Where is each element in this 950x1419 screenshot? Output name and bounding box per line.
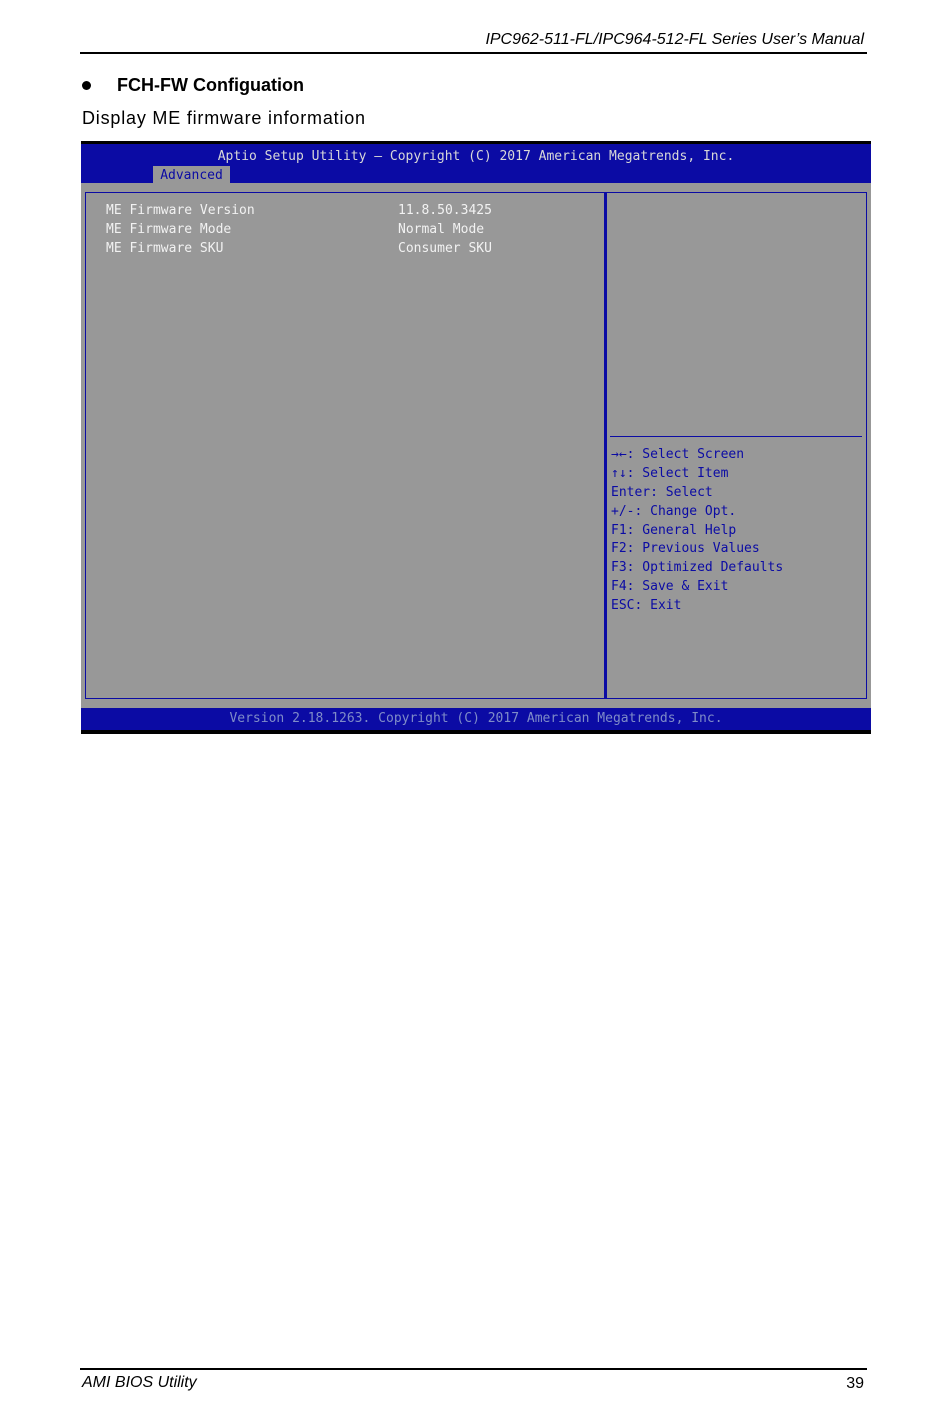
- help-divider: [610, 436, 862, 437]
- page-number: 39: [846, 1375, 864, 1392]
- bios-version-bar: Version 2.18.1263. Copyright (C) 2017 American Megatrends, Inc.: [81, 708, 871, 730]
- field-label-me-firmware-sku: ME Firmware SKU: [106, 241, 224, 256]
- help-change-opt: +/-: Change Opt.: [611, 504, 737, 519]
- bios-help-panel: [605, 192, 867, 699]
- help-select-screen: →←: Select Screen: [611, 447, 745, 462]
- bios-screen: [81, 141, 871, 734]
- field-value-me-firmware-version: 11.8.50.3425: [398, 203, 492, 218]
- help-optimized-defaults: F3: Optimized Defaults: [611, 560, 784, 575]
- field-value-me-firmware-sku: Consumer SKU: [398, 241, 492, 256]
- tab-advanced[interactable]: Advanced: [153, 166, 230, 186]
- bullet-icon: [82, 81, 91, 90]
- help-previous-values: F2: Previous Values: [611, 541, 760, 556]
- footer-chapter: AMI BIOS Utility: [82, 1374, 197, 1391]
- bios-settings-panel: [85, 192, 605, 699]
- section-heading-text: FCH-FW Configuation: [117, 75, 304, 95]
- manual-title: IPC962-511-FL/IPC964-512-FL Series User’s Manual: [485, 31, 864, 48]
- help-general-help: F1: General Help: [611, 523, 737, 538]
- field-value-me-firmware-mode: Normal Mode: [398, 222, 485, 237]
- header-divider: [80, 52, 867, 54]
- bios-title: Aptio Setup Utility – Copyright (C) 2017 American Megatrends, Inc.: [217, 149, 735, 164]
- help-select-item: ↑↓: Select Item: [611, 466, 729, 481]
- section-description: Display ME firmware information: [82, 108, 366, 128]
- field-label-me-firmware-version: ME Firmware Version: [106, 203, 255, 218]
- help-save-exit: F4: Save & Exit: [611, 579, 729, 594]
- footer-divider: [80, 1368, 867, 1370]
- help-enter-select: Enter: Select: [611, 485, 713, 500]
- field-label-me-firmware-mode: ME Firmware Mode: [106, 222, 232, 237]
- bios-bottom-border: [81, 730, 871, 734]
- section-heading: [82, 75, 304, 96]
- bios-title-bar: [81, 141, 871, 183]
- help-esc-exit: ESC: Exit: [611, 598, 682, 613]
